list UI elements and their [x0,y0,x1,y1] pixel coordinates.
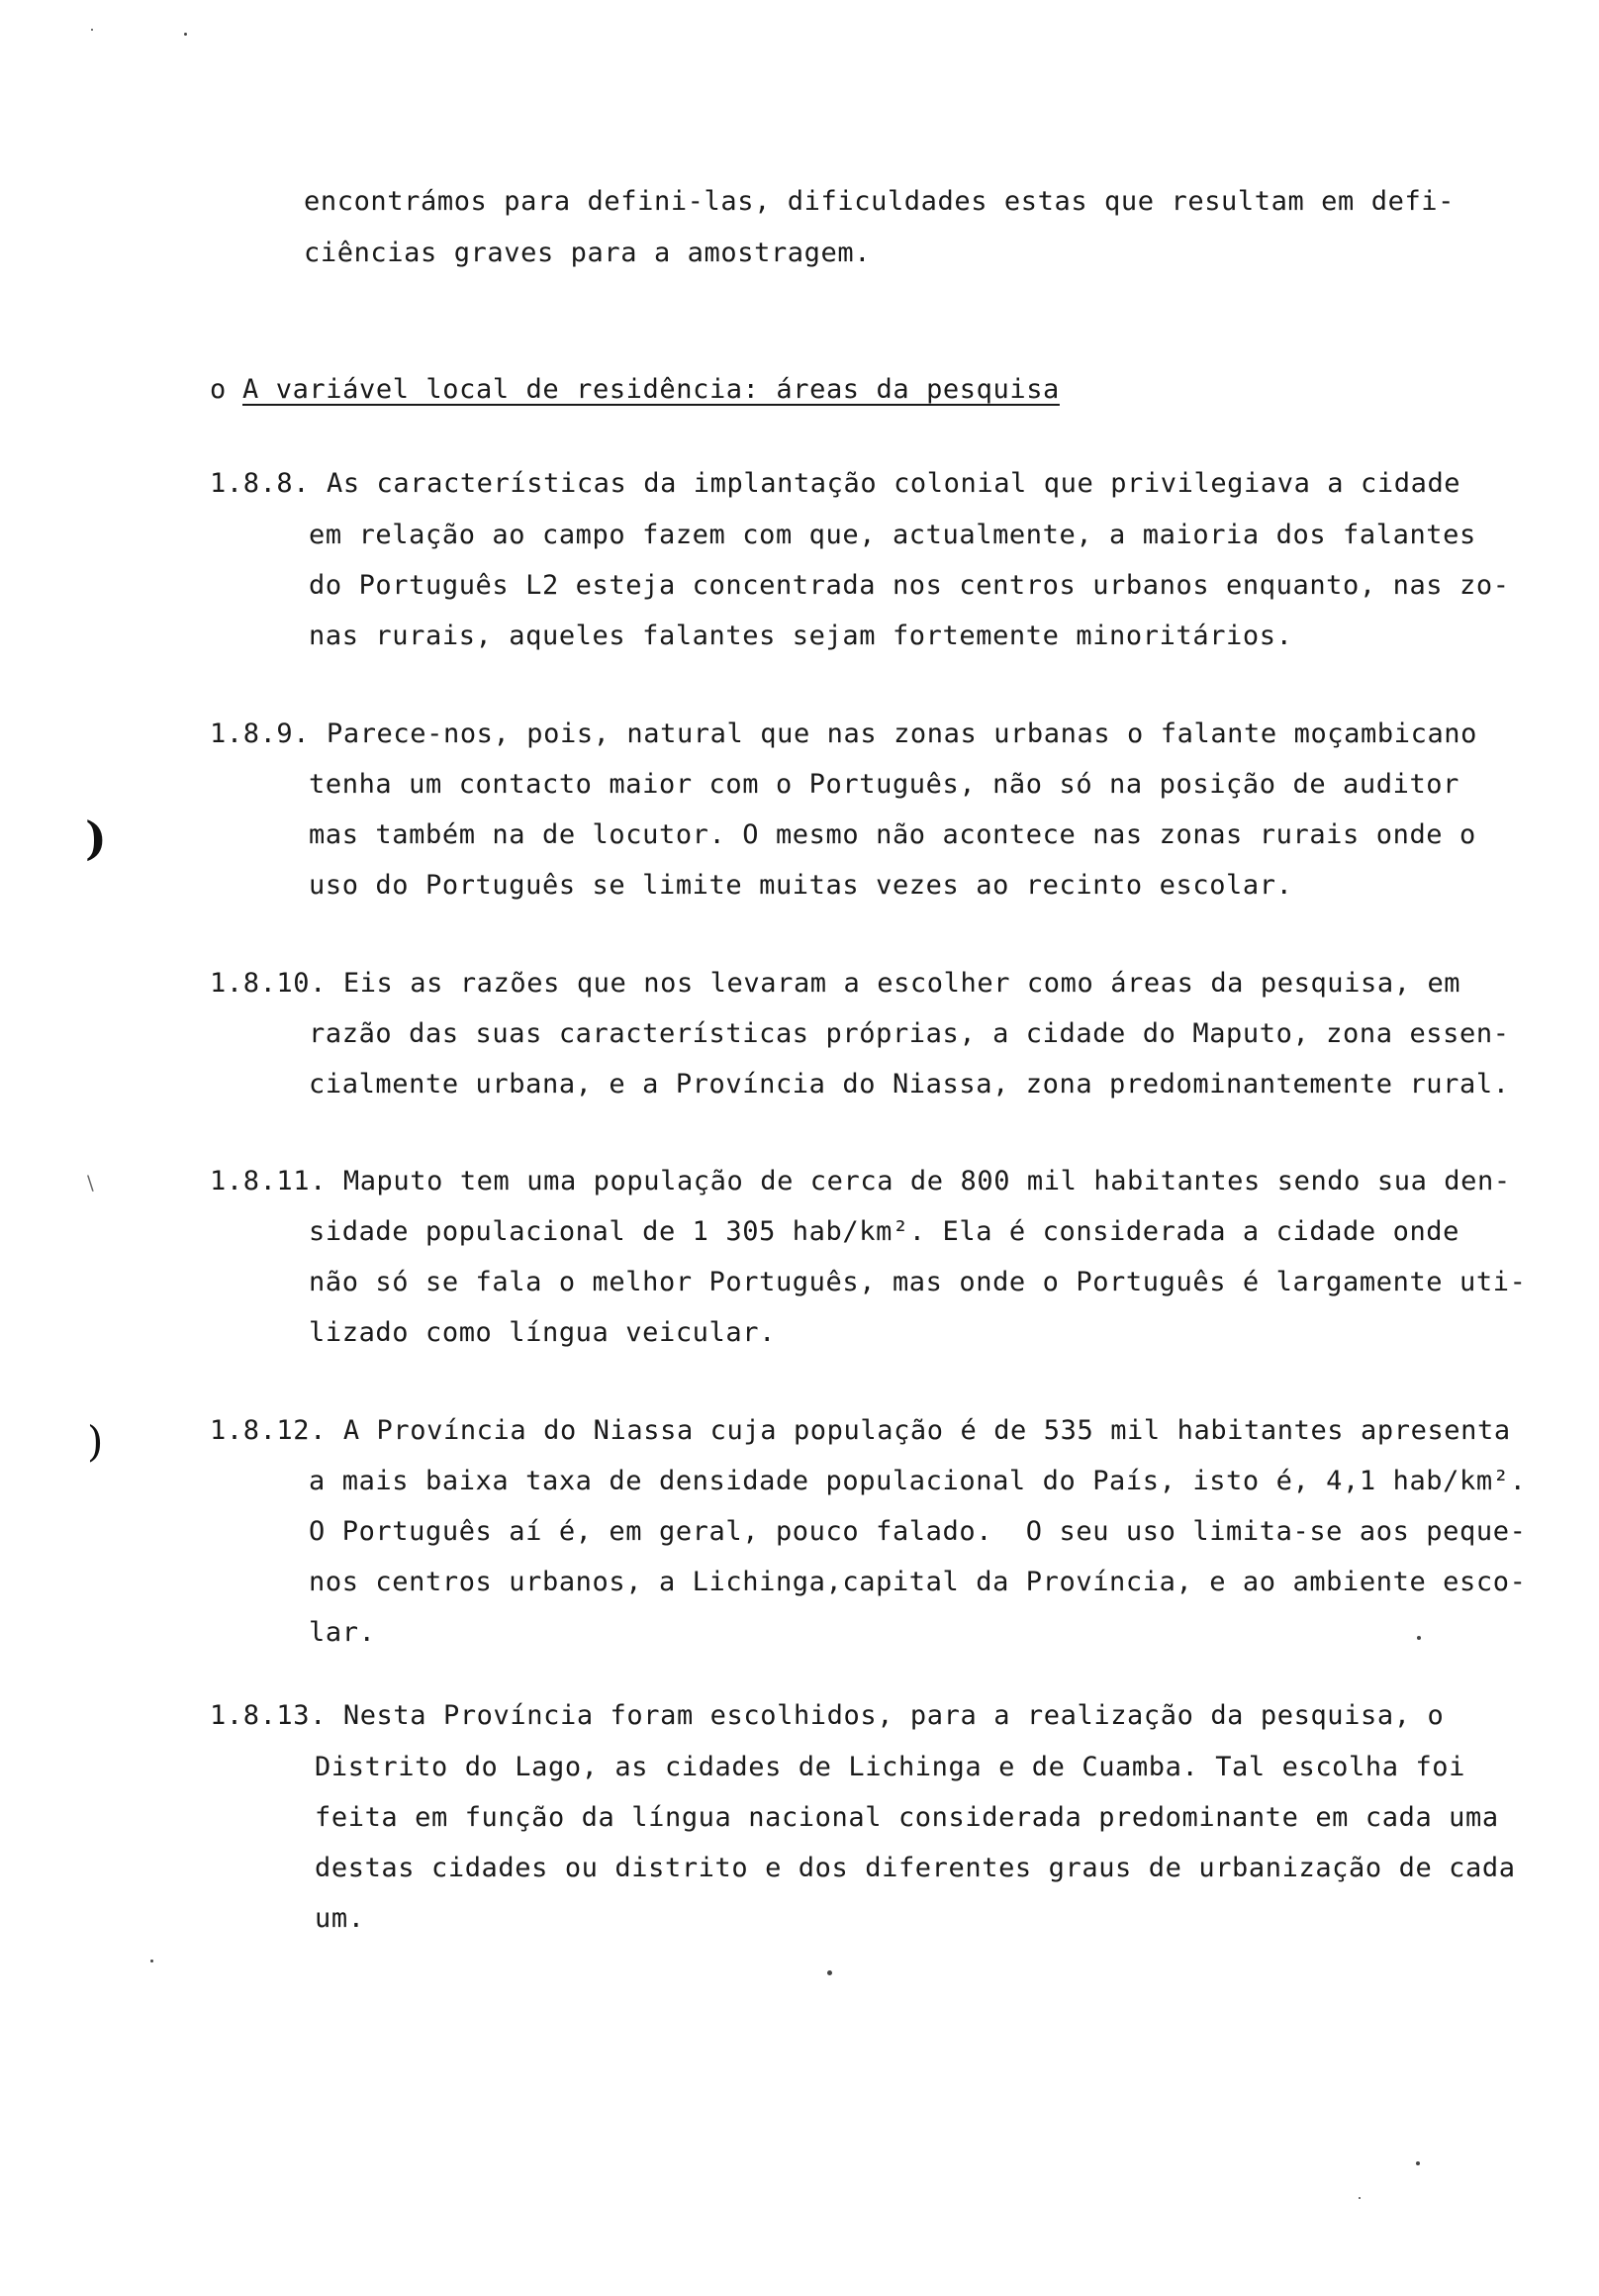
paragraph-line: uso do Português se limite muitas vezes ao recinto escolar. [309,870,1293,901]
paragraph-line: nas rurais, aqueles falantes sejam fortemente minoritários. [309,621,1293,651]
paragraph-line: a mais baixa taxa de densidade populacional do País, isto é, 4,1 hab/km². [309,1466,1527,1496]
paragraph-line: 1.8.10. Eis as razões que nos levaram a escolher como áreas da pesquisa, em [210,968,1461,999]
scan-speck [1416,2161,1420,2165]
paragraph-line: 1.8.9. Parece-nos, pois, natural que nas zonas urbanas o falante moçambicano [210,718,1478,749]
paragraph-line: 1.8.12. A Província do Niassa cuja população é de 535 mil habitantes apresenta [210,1415,1511,1446]
paragraph-line: mas também na de locutor. O mesmo não acontece nas zonas rurais onde o [309,819,1476,850]
section-heading: A variável local de residência: áreas da pesquisa [242,374,1060,405]
scan-speck [150,1960,153,1962]
paragraph-line: Distrito do Lago, as cidades de Lichinga e de Cuamba. Tal escolha foi [315,1752,1466,1782]
intro-line: encontrámos para defini-las, dificuldades estas que resultam em defi- [304,186,1456,217]
scan-speck [184,33,187,36]
paragraph-line: um. [315,1903,365,1934]
margin-mark: \ [87,1171,94,1195]
paragraph-line: feita em função da língua nacional considerada predominante em cada uma [315,1802,1499,1833]
margin-mark: ) [85,812,107,865]
paragraph-line: tenha um contacto maior com o Português, não só na posição de auditor [309,769,1460,800]
paragraph-line: cialmente urbana, e a Província do Niassa, zona predominantemente rural. [309,1069,1510,1100]
scan-speck [91,29,93,31]
scan-speck [1417,1636,1421,1640]
paragraph-line: sidade populacional de 1 305 hab/km². Ela é considerada a cidade onde [309,1216,1460,1247]
paragraph-line: lar. [309,1617,376,1648]
paragraph-line: lizado como língua veicular. [309,1317,776,1348]
paragraph-line: nos centros urbanos, a Lichinga,capital da Província, e ao ambiente esco- [309,1567,1527,1597]
paragraph-line: do Português L2 esteja concentrada nos centros urbanos enquanto, nas zo- [309,570,1510,601]
scan-speck [827,1970,832,1975]
scan-speck [1359,2197,1361,2199]
paragraph-line: 1.8.13. Nesta Província foram escolhidos, para a realização da pesquisa, o [210,1700,1445,1731]
paragraph-line: O Português aí é, em geral, pouco falado. O seu uso limita-se aos peque- [309,1516,1527,1547]
intro-line: ciências graves para a amostragem. [304,238,872,268]
paragraph-line: em relação ao campo fazem com que, actualmente, a maioria dos falantes [309,520,1476,550]
paragraph-line: 1.8.11. Maputo tem uma população de cerca de 800 mil habitantes sendo sua den- [210,1166,1511,1196]
paragraph-line: razão das suas características próprias, a cidade do Maputo, zona essen- [309,1018,1510,1049]
paragraph-line: 1.8.8. As características da implantação colonial que privilegiava a cidade [210,468,1461,499]
section-heading-bullet: o [210,374,227,405]
margin-mark: ) [87,1417,104,1466]
paragraph-line: não só se fala o melhor Português, mas onde o Português é largamente uti- [309,1267,1527,1297]
paragraph-line: destas cidades ou distrito e dos diferentes graus de urbanização de cada [315,1853,1516,1883]
